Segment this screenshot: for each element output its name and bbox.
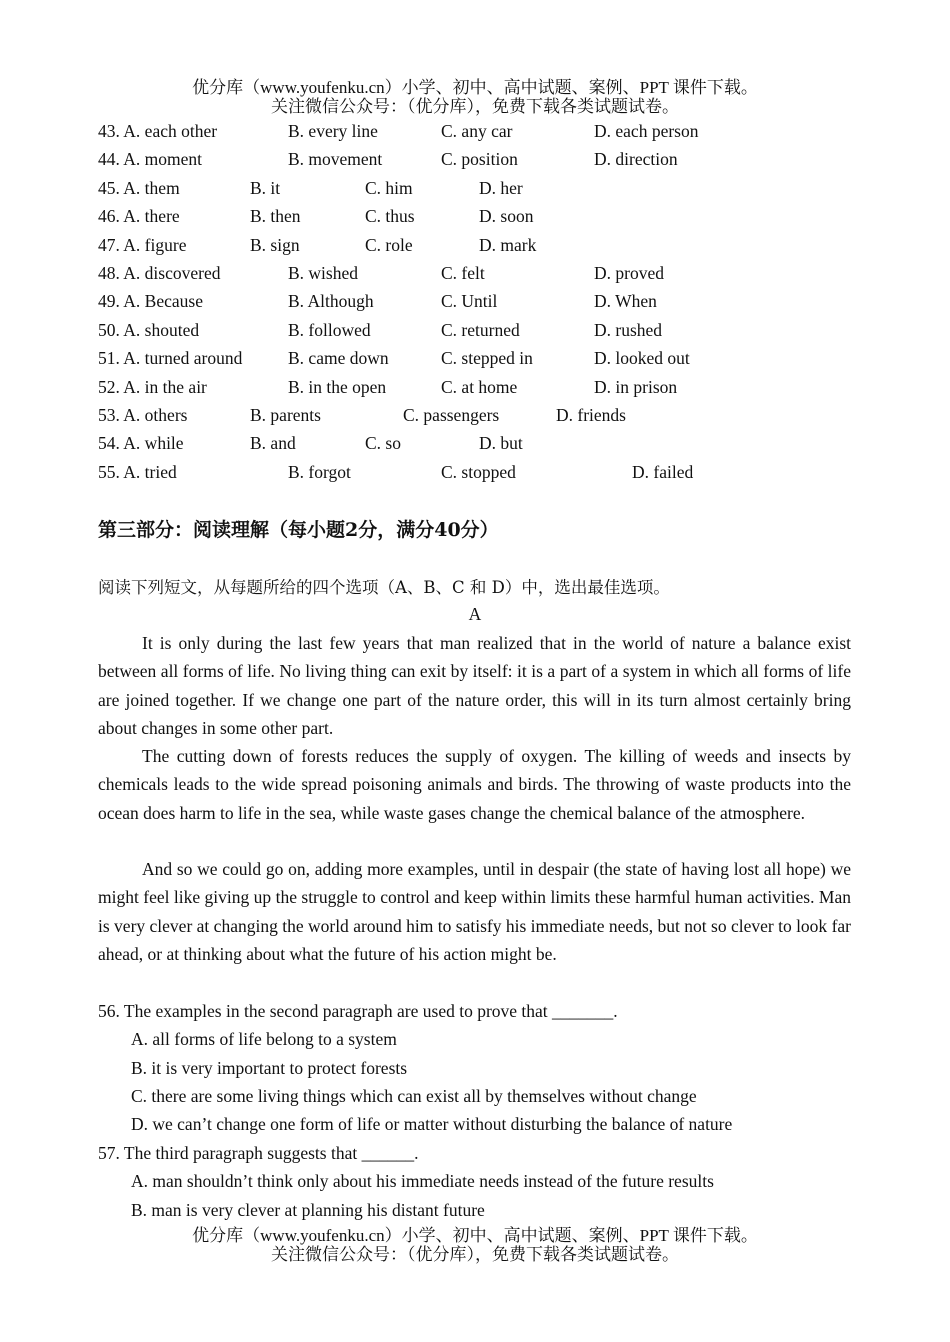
cloze-option-d: D. mark: [479, 234, 537, 255]
cloze-option-d: D. proved: [594, 263, 664, 283]
cloze-option-a: A. while: [123, 433, 184, 454]
cloze-option-c: C. position: [441, 149, 518, 170]
cloze-option-a: A. tried: [123, 461, 177, 482]
passage-title: A: [468, 604, 482, 624]
cloze-option-a: A. Because: [123, 291, 203, 312]
cloze-first-cell: [98, 259, 221, 287]
cloze-option-b: B. wished: [288, 263, 358, 283]
cloze-option-a: A. them: [123, 177, 180, 198]
cloze-option-c: C. role: [365, 234, 413, 255]
footer-line-2: 关注微信公众号：（优分库），免费下载各类试题试卷。: [271, 1245, 679, 1264]
cloze-option-c: C. Until: [441, 291, 498, 312]
cloze-row-51: [98, 344, 858, 372]
cloze-option-b: B. every line: [288, 121, 378, 141]
cloze-number: 52.: [98, 376, 120, 397]
cloze-option-d: D. each person: [594, 121, 699, 141]
cloze-option-c: C. stepped in: [441, 348, 533, 369]
cloze-option-c: C. thus: [365, 206, 415, 227]
cloze-option-b: B. Although: [288, 291, 374, 312]
cloze-option-b: B. sign: [250, 234, 300, 255]
question-57-option-a: A. man shouldn’t think only about his immediate needs instead of the future results: [131, 1171, 714, 1191]
cloze-option-d: D. in prison: [594, 376, 678, 397]
cloze-option-a: A. others: [123, 405, 188, 425]
cloze-option-b: B. came down: [288, 348, 389, 369]
cloze-row-44: [98, 145, 858, 173]
cloze-number: 46.: [98, 206, 120, 227]
cloze-row-49: [98, 287, 858, 315]
cloze-row-46: [98, 202, 858, 230]
cloze-option-c: C. stopped: [441, 461, 516, 482]
cloze-first-cell: [98, 287, 203, 315]
cloze-first-cell: [98, 174, 180, 202]
page-header: [0, 78, 950, 116]
cloze-option-a: A. figure: [123, 234, 187, 255]
cloze-number: 54.: [98, 433, 120, 454]
cloze-option-b: B. movement: [288, 149, 383, 170]
cloze-first-cell: [98, 231, 186, 259]
cloze-option-d: D. her: [479, 177, 523, 198]
cloze-first-cell: [98, 117, 217, 145]
cloze-number: 50.: [98, 319, 120, 340]
cloze-first-cell: [98, 429, 184, 457]
passage-paragraph-3: And so we could go on, adding more examples, until in despair (the state of having lost all hope) we might feel like giving up the struggle to control and keep within limits these harmful human activities. Man is very clever at changing the world around him to satisfy his immediate needs, but not so clever to look far ahead, or at thinking about what the future of his action might be.: [98, 859, 851, 965]
cloze-row-50: [98, 316, 858, 344]
cloze-row-55: [98, 458, 858, 486]
question-57-stem: 57. The third paragraph suggests that ______.: [98, 1143, 419, 1163]
cloze-option-c: C. passengers: [403, 405, 500, 425]
cloze-option-a: A. turned around: [123, 348, 243, 369]
question-56-option-c: C. there are some living things which can exist all by themselves without change: [131, 1086, 697, 1106]
header-line-2: 关注微信公众号：（优分库），免费下载各类试题试卷。: [271, 97, 679, 116]
cloze-option-d: D. but: [479, 433, 523, 454]
question-56-stem: 56. The examples in the second paragraph are used to prove that _______.: [98, 1001, 618, 1021]
passage-paragraph-2: The cutting down of forests reduces the supply of oxygen. The killing of weeds and insects by chemicals leads to the wide spread poisoning animals and birds. The throwing of waste products into the ocean does harm to life in the sea, while waste gases change the chemical balance of the atmosphere.: [98, 746, 851, 823]
cloze-row-53: [98, 401, 858, 429]
cloze-option-a: A. discovered: [123, 263, 221, 283]
cloze-first-cell: [98, 316, 199, 344]
cloze-option-d: D. direction: [594, 149, 678, 170]
cloze-option-a: A. in the air: [123, 376, 207, 397]
cloze-option-b: B. parents: [250, 405, 321, 425]
cloze-option-a: A. there: [123, 206, 180, 227]
cloze-number: 49.: [98, 291, 120, 312]
cloze-first-cell: [98, 401, 187, 429]
cloze-first-cell: [98, 202, 180, 230]
cloze-option-d: D. failed: [632, 461, 694, 482]
page-footer: [0, 1226, 950, 1264]
cloze-first-cell: [98, 344, 242, 372]
cloze-first-cell: [98, 145, 202, 173]
cloze-option-b: B. forgot: [288, 461, 351, 482]
cloze-option-c: C. any car: [441, 121, 513, 141]
cloze-first-cell: [98, 373, 207, 401]
cloze-option-d: D. looked out: [594, 348, 690, 369]
passage-paragraph-1: It is only during the last few years that man realized that in the world of nature a balance exist between all forms of life. No living thing can exit by itself: it is a part of a system in which all forms of life are joined together. If we change one part of the nature order, this will in its turn almost certainly bring about changes in some other part.: [98, 633, 851, 739]
cloze-number: 47.: [98, 234, 120, 255]
cloze-number: 44.: [98, 149, 120, 170]
cloze-number: 51.: [98, 348, 120, 369]
cloze-row-52: [98, 373, 858, 401]
cloze-row-48: [98, 259, 858, 287]
cloze-option-a: A. shouted: [123, 319, 200, 340]
cloze-number: 45.: [98, 177, 120, 198]
cloze-row-45: [98, 174, 858, 202]
question-56-option-b: B. it is very important to protect forests: [131, 1058, 408, 1078]
question-56-option-d: D. we can’t change one form of life or matter without disturbing the balance of nature: [131, 1114, 733, 1134]
cloze-option-c: C. at home: [441, 376, 518, 397]
header-line-1: 优分库（www.youfenku.cn）小学、初中、高中试题、案例、PPT 课件下载。: [192, 78, 758, 97]
cloze-number: 53.: [98, 405, 120, 425]
cloze-option-d: D. rushed: [594, 319, 663, 340]
cloze-option-d: D. When: [594, 291, 657, 312]
section-instruction: 阅读下列短文，从每题所给的四个选项（A、B、C 和 D）中，选出最佳选项。: [98, 578, 670, 597]
section-title: 第三部分：阅读理解（每小题2分，满分40分）: [98, 519, 499, 541]
cloze-option-b: B. then: [250, 206, 301, 227]
cloze-option-b: B. in the open: [288, 376, 387, 397]
footer-line-1: 优分库（www.youfenku.cn）小学、初中、高中试题、案例、PPT 课件下载。: [192, 1226, 758, 1245]
cloze-option-a: A. each other: [123, 121, 218, 141]
cloze-option-b: B. it: [250, 177, 281, 198]
cloze-option-c: C. him: [365, 177, 413, 198]
cloze-first-cell: [98, 458, 177, 486]
cloze-option-c: C. so: [365, 433, 401, 454]
question-56-option-a: A. all forms of life belong to a system: [131, 1029, 397, 1049]
cloze-option-d: D. friends: [556, 405, 626, 425]
cloze-option-a: A. moment: [123, 149, 203, 170]
cloze-number: 48.: [98, 263, 120, 283]
cloze-number: 55.: [98, 461, 120, 482]
cloze-option-c: C. felt: [441, 263, 485, 283]
cloze-option-b: B. and: [250, 433, 296, 454]
cloze-number: 43.: [98, 121, 120, 141]
question-57-option-b: B. man is very clever at planning his distant future: [131, 1200, 485, 1220]
cloze-option-c: C. returned: [441, 319, 520, 340]
cloze-row-54: [98, 429, 858, 457]
cloze-row-43: [98, 117, 858, 145]
cloze-option-b: B. followed: [288, 319, 371, 340]
cloze-option-d: D. soon: [479, 206, 534, 227]
cloze-row-47: [98, 231, 858, 259]
